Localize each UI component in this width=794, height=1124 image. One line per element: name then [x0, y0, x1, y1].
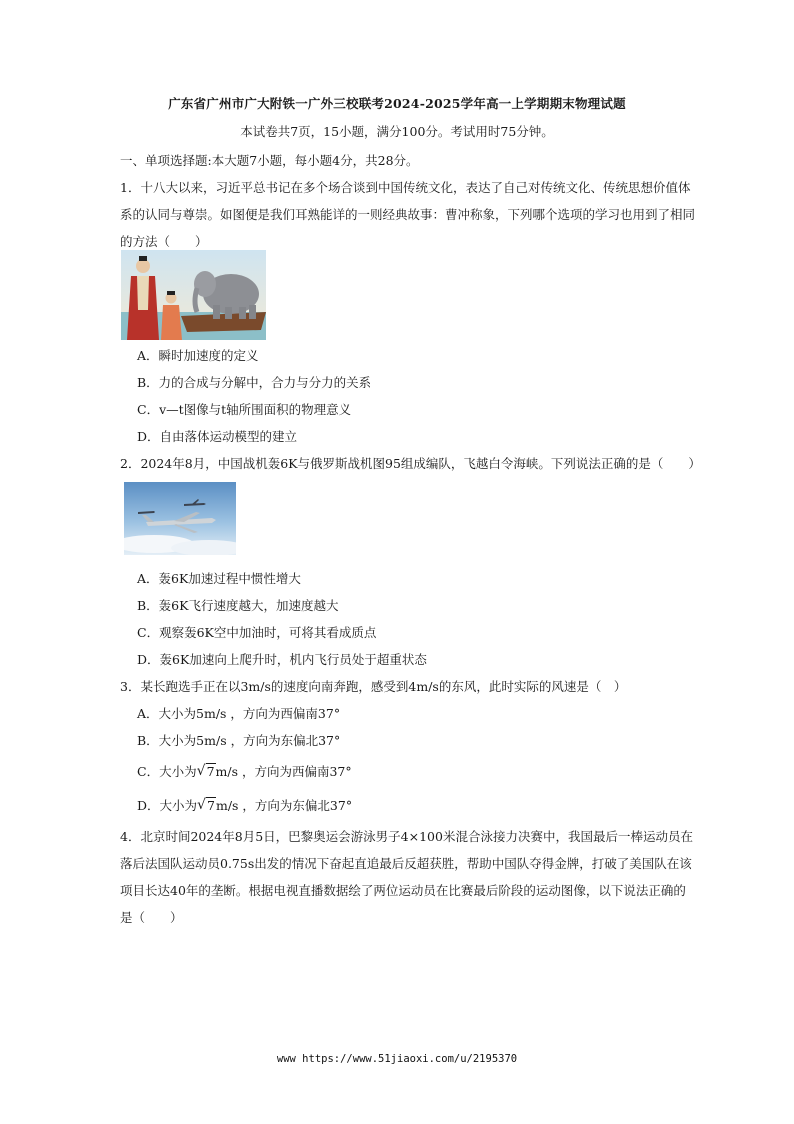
- q3-option-b: B．大小为5m/s ，方向为东偏北37°: [137, 733, 341, 748]
- q3-option-c-label: C．大小为: [137, 764, 197, 779]
- q1-option-a: A．瞬时加速度的定义: [137, 348, 259, 363]
- q1-option-b: B．力的合成与分解中，合力与分力的关系: [137, 375, 372, 390]
- q1-figure-elephant-illustration: [121, 250, 266, 340]
- q2-option-a: A．轰6K加速过程中惯性增大: [137, 571, 301, 586]
- q3-option-c-radicand: 7: [206, 764, 215, 779]
- exam-subtitle: 本试卷共7页，15小题，满分100分。考试用时75分钟。: [240, 124, 554, 139]
- q1-line-2: 系的认同与尊崇。如图便是我们耳熟能详的一则经典故事：曹冲称象，下列哪个选项的学习也用到了相同: [120, 207, 696, 222]
- exam-title: 广东省广州市广大附铁一广外三校联考2024-2025学年高一上学期期末物理试题: [168, 96, 626, 111]
- q1-option-d: D．自由落体运动模型的建立: [137, 429, 298, 444]
- q2-line-1: 2．2024年8月，中国战机轰6K与俄罗斯战机图95组成编队，飞越白令海峡。下列说法正确的是（ ）: [120, 456, 701, 471]
- q2-option-b: B．轰6K飞行速度越大，加速度越大: [137, 598, 339, 613]
- footer-watermark-url: www https://www.51jiaoxi.com/u/2195370: [276, 1053, 518, 1065]
- q4-line-3: 项目长达40年的垄断。根据电视直播数据绘了两位运动员在比赛最后阶段的运动图像，以下说法正确的: [120, 883, 686, 898]
- q4-line-4: 是（ ）: [120, 910, 183, 925]
- q3-option-a: A．大小为5m/s ，方向为西偏南37°: [137, 706, 341, 721]
- q4-line-2: 落后法国队运动员0.75s出发的情况下奋起直追最后反超获胜，帮助中国队夺得金牌，打破了美国队在该: [120, 856, 692, 871]
- sqrt-symbol: [197, 798, 216, 813]
- q4-line-1: 4．北京时间2024年8月5日，巴黎奥运会游泳男子4×100米混合泳接力决赛中，我国最后一棒运动员在: [120, 829, 693, 844]
- q2-option-d: D．轰6K加速向上爬升时，机内飞行员处于超重状态: [137, 652, 427, 667]
- q1-line-1: 1．十八大以来，习近平总书记在多个场合谈到中国传统文化，表达了自己对传统文化、传统思想价值体: [120, 180, 691, 195]
- q2-figure-aircraft-photo: [124, 482, 236, 555]
- q3-line-1: 3．某长跑选手正在以3m/s的速度向南奔跑，感受到4m/s的东风，此时实际的风速是（ ）: [120, 679, 627, 694]
- q3-option-d-label: D．大小为: [137, 798, 198, 813]
- section-heading: 一、单项选择题:本大题7小题，每小题4分，共28分。: [120, 153, 419, 168]
- q3-option-d: [137, 796, 352, 814]
- q3-option-c-rest: m/s ，方向为西偏南37°: [215, 764, 352, 779]
- q3-option-d-rest: m/s ，方向为东偏北37°: [215, 798, 353, 813]
- q1-line-3: 的方法（ ）: [120, 234, 208, 249]
- q3-option-c: [137, 762, 352, 780]
- q1-option-c: C．v—t图像与t轴所围面积的物理意义: [137, 402, 352, 417]
- q2-option-c: C．观察轰6K空中加油时，可将其看成质点: [137, 625, 377, 640]
- q3-option-d-radicand: 7: [207, 798, 215, 813]
- sqrt-symbol: [197, 764, 216, 779]
